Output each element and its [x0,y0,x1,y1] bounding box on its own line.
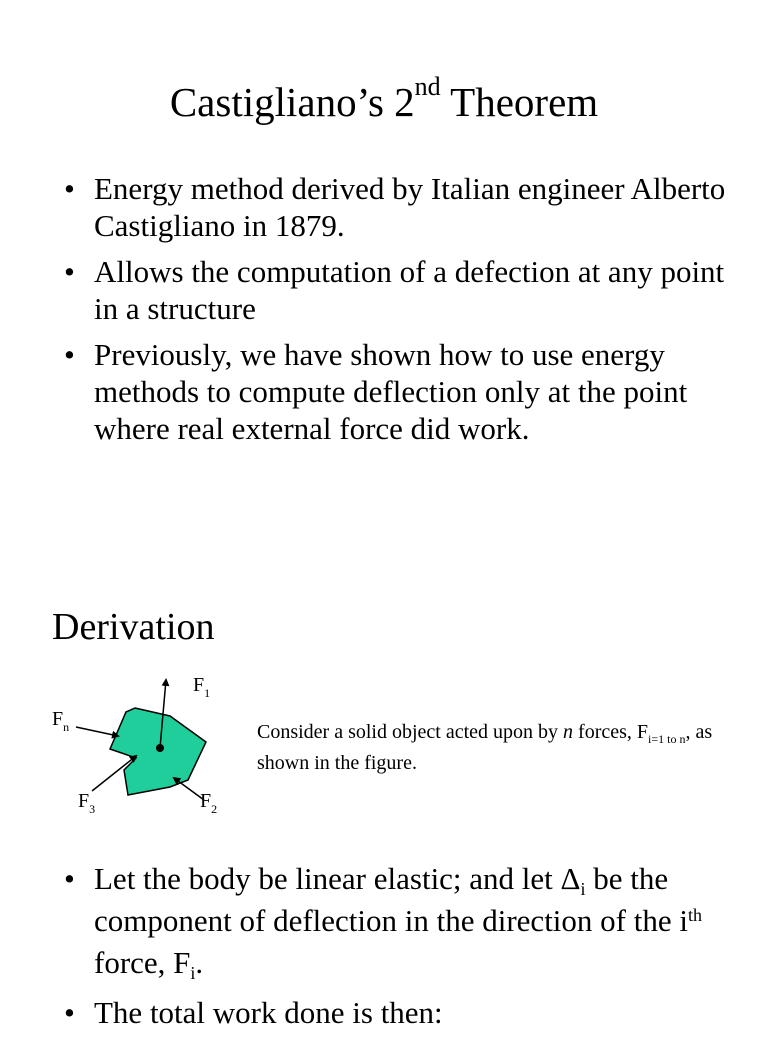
label-f3-base: F [78,790,90,812]
label-fn-base: F [52,708,64,730]
list-item [60,860,740,986]
bullet-text-part: Let the body be linear elastic; and let Δ [94,861,581,896]
list-item [60,994,740,1031]
label-f3-sub: 3 [89,802,96,816]
bullet-icon: • [64,861,75,896]
figure-caption [257,718,737,778]
force-diagram [40,668,240,828]
bullet-superscript: th [687,905,702,925]
bullet-icon: • [64,337,75,372]
label-f2-sub: 2 [211,802,218,816]
section-title: Derivation [52,606,215,648]
intro-bullet-list [60,170,740,456]
label-f2 [200,790,217,814]
bullet-icon: • [64,254,75,289]
page-title [0,72,768,128]
label-fn-sub: n [63,720,70,734]
bullet-icon: • [64,171,75,206]
label-f1-base: F [193,674,205,696]
label-fn [52,708,69,732]
caption-n: n [563,721,574,743]
bullet-text-part: be the component of deflection in the direction of the i [94,861,688,938]
bullet-text-part: force, F [94,945,191,980]
caption-part2: forces, F [573,721,649,743]
label-f1 [193,674,210,698]
title-tail: Theorem [440,79,599,125]
list-item [60,336,740,447]
bullet-subscript: i [580,879,586,899]
title-main: Castigliano’s 2 [169,79,415,125]
list-item [60,170,740,244]
bullet-text: Energy method derived by Italian engineer Alberto Castigliano in 1879. [94,171,726,243]
caption-part3: , as shown in the figure. [257,721,713,774]
label-f1-sub: 1 [204,686,211,700]
bullet-text-part: . [195,945,204,980]
list-item [60,253,740,327]
label-f3 [78,790,95,814]
bullet-text: Previously, we have shown how to use energy methods to compute deflection only at the point where real external force did work. [94,337,688,446]
label-f2-base: F [200,790,212,812]
bullet-text: The total work done is then: [94,995,443,1030]
force-arrow-fn [76,727,118,736]
bullet-text: Allows the computation of a defection at any point in a structure [94,254,725,326]
solid-body-shape [110,708,206,795]
caption-part1: Consider a solid object acted upon by [257,721,564,743]
derivation-bullet-list [60,860,740,1039]
bullet-icon: • [64,995,75,1030]
title-superscript: nd [414,72,441,101]
caption-sub: i=1 to n [648,732,686,746]
bullet-subscript: i [190,963,196,983]
